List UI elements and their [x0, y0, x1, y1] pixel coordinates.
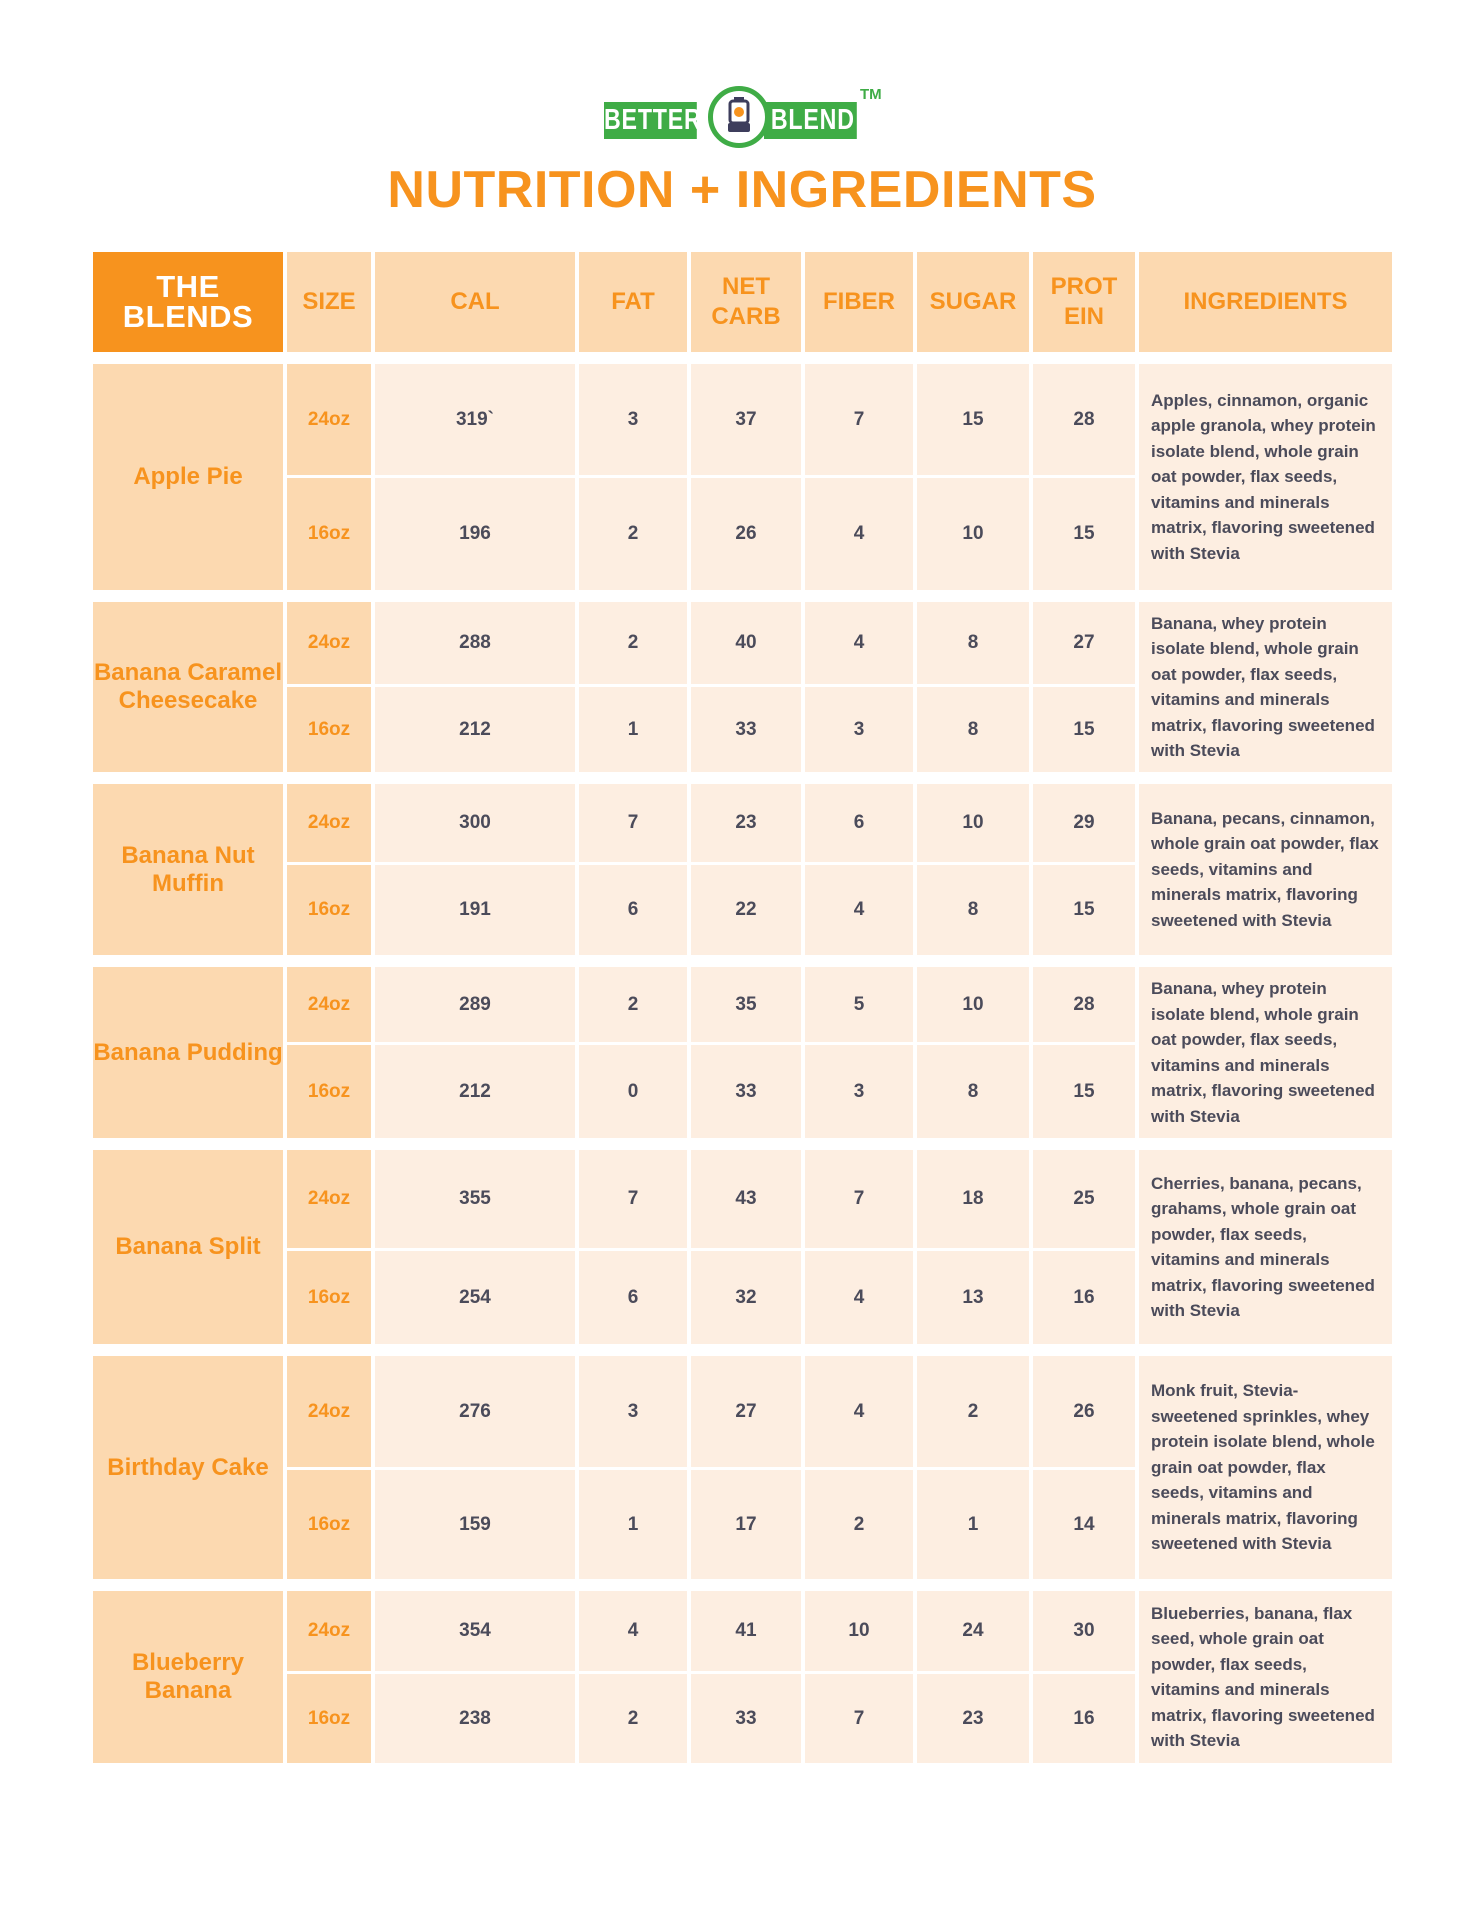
protein-cell: 26: [1033, 1356, 1135, 1470]
size-cell: 24oz: [287, 1150, 371, 1251]
fiber-cell: 4: [805, 602, 913, 687]
ingredients-cell: Apples, cinnamon, organic apple granola, whey protein isolate blend, whole grain oat powder, flax seeds, vitamins and minerals matrix, flavoring sweetened with Stevia: [1139, 364, 1392, 590]
blend-name: Banana Nut Muffin: [93, 784, 283, 955]
net-carb-cell: 33: [691, 1045, 801, 1138]
spacer-row: [93, 1344, 1392, 1356]
fiber-cell: 7: [805, 1150, 913, 1251]
spacer-row: [93, 590, 1392, 602]
ingredients-cell: Banana, whey protein isolate blend, whole grain oat powder, flax seeds, vitamins and minerals matrix, flavoring sweetened with Stevia: [1139, 602, 1392, 772]
spacer-row: [93, 1138, 1392, 1150]
sugar-cell: 13: [917, 1251, 1029, 1344]
fiber-cell: 4: [805, 478, 913, 590]
protein-cell: 15: [1033, 687, 1135, 772]
cal-cell: 191: [375, 865, 575, 955]
sugar-cell: 8: [917, 865, 1029, 955]
size-cell: 24oz: [287, 1356, 371, 1470]
table-row-banana-caramel-cheesecake-24oz: [93, 602, 1392, 687]
header-protein: [1033, 252, 1135, 352]
size-cell: 16oz: [287, 1045, 371, 1138]
cal-cell: 212: [375, 1045, 575, 1138]
fiber-cell: 7: [805, 1674, 913, 1763]
sugar-cell: 1: [917, 1470, 1029, 1579]
fat-cell: 2: [579, 602, 687, 687]
cal-cell: 288: [375, 602, 575, 687]
table-row-apple-pie-24oz: [93, 364, 1392, 478]
net-carb-cell: 37: [691, 364, 801, 478]
sugar-cell: 15: [917, 364, 1029, 478]
size-cell: 24oz: [287, 602, 371, 687]
cal-cell: 319`: [375, 364, 575, 478]
sugar-cell: 2: [917, 1356, 1029, 1470]
cal-cell: 300: [375, 784, 575, 865]
protein-cell: 14: [1033, 1470, 1135, 1579]
header-net-carb: [691, 252, 801, 352]
header-row: [93, 252, 1392, 352]
ingredients-cell: Banana, whey protein isolate blend, whole grain oat powder, flax seeds, vitamins and minerals matrix, flavoring sweetened with Stevia: [1139, 967, 1392, 1138]
sugar-cell: 8: [917, 687, 1029, 772]
fat-cell: 1: [579, 1470, 687, 1579]
fat-cell: 6: [579, 865, 687, 955]
sugar-cell: 8: [917, 602, 1029, 687]
cal-cell: 238: [375, 1674, 575, 1763]
blend-name: Banana Pudding: [93, 967, 283, 1138]
better-blend-logo: [604, 86, 882, 150]
sugar-cell: 10: [917, 967, 1029, 1045]
protein-cell: 15: [1033, 478, 1135, 590]
size-cell: 16oz: [287, 478, 371, 590]
protein-cell: 16: [1033, 1674, 1135, 1763]
net-carb-cell: 33: [691, 1674, 801, 1763]
logo-word-better: BETTER: [604, 102, 697, 139]
net-carb-cell: 41: [691, 1591, 801, 1674]
spacer-row: [93, 955, 1392, 967]
size-cell: 24oz: [287, 1591, 371, 1674]
ingredients-cell: Monk fruit, Stevia-sweetened sprinkles, whey protein isolate blend, whole grain oat powder, flax seeds, vitamins and minerals matrix, flavoring sweetened with Stevia: [1139, 1356, 1392, 1579]
spacer-cell: [93, 772, 1392, 784]
blender-icon: [708, 86, 770, 148]
net-carb-cell: 33: [691, 687, 801, 772]
header-net-carb-line1: NET: [722, 273, 770, 300]
net-carb-cell: 26: [691, 478, 801, 590]
header-fat: FAT: [579, 252, 687, 352]
spacer-cell: [93, 352, 1392, 364]
fat-cell: 7: [579, 1150, 687, 1251]
fiber-cell: 3: [805, 1045, 913, 1138]
nutrition-table: [89, 252, 1396, 1763]
net-carb-cell: 23: [691, 784, 801, 865]
size-cell: 16oz: [287, 865, 371, 955]
cal-cell: 289: [375, 967, 575, 1045]
fiber-cell: 2: [805, 1470, 913, 1579]
fiber-cell: 5: [805, 967, 913, 1045]
table-row-blueberry-banana-24oz: [93, 1591, 1392, 1674]
size-cell: 16oz: [287, 1251, 371, 1344]
fiber-cell: 10: [805, 1591, 913, 1674]
spacer-cell: [93, 955, 1392, 967]
protein-cell: 30: [1033, 1591, 1135, 1674]
sugar-cell: 18: [917, 1150, 1029, 1251]
protein-cell: 15: [1033, 1045, 1135, 1138]
fat-cell: 1: [579, 687, 687, 772]
fat-cell: 3: [579, 1356, 687, 1470]
header-cal: CAL: [375, 252, 575, 352]
protein-cell: 15: [1033, 865, 1135, 955]
net-carb-cell: 40: [691, 602, 801, 687]
table-row-banana-split-24oz: [93, 1150, 1392, 1251]
fat-cell: 7: [579, 784, 687, 865]
size-cell: 24oz: [287, 364, 371, 478]
sugar-cell: 24: [917, 1591, 1029, 1674]
page-title: NUTRITION + INGREDIENTS: [387, 161, 1097, 219]
fat-cell: 2: [579, 478, 687, 590]
net-carb-cell: 17: [691, 1470, 801, 1579]
logo-word-blend: BLEND: [764, 102, 857, 139]
fiber-cell: 4: [805, 1356, 913, 1470]
fiber-cell: 4: [805, 1251, 913, 1344]
size-cell: 16oz: [287, 687, 371, 772]
ingredients-cell: Blueberries, banana, flax seed, whole grain oat powder, flax seeds, vitamins and minerals matrix, flavoring sweetened with Stevia: [1139, 1591, 1392, 1763]
cal-cell: 354: [375, 1591, 575, 1674]
fiber-cell: 4: [805, 865, 913, 955]
sugar-cell: 8: [917, 1045, 1029, 1138]
sugar-cell: 23: [917, 1674, 1029, 1763]
blend-name: Apple Pie: [93, 364, 283, 590]
fat-cell: 2: [579, 1674, 687, 1763]
blend-name: Banana Caramel Cheesecake: [93, 602, 283, 772]
header-ingredients: INGREDIENTS: [1139, 252, 1392, 352]
protein-cell: 28: [1033, 967, 1135, 1045]
blends-body: [93, 352, 1392, 1763]
blend-name: Blueberry Banana: [93, 1591, 283, 1763]
trademark-symbol: TM: [860, 86, 882, 103]
net-carb-cell: 22: [691, 865, 801, 955]
ingredients-cell: Cherries, banana, pecans, grahams, whole grain oat powder, flax seeds, vitamins and minerals matrix, flavoring sweetened with Stevia: [1139, 1150, 1392, 1344]
header-size: SIZE: [287, 252, 371, 352]
table-row-banana-nut-muffin-24oz: [93, 784, 1392, 865]
size-cell: 16oz: [287, 1674, 371, 1763]
cal-cell: 254: [375, 1251, 575, 1344]
spacer-row: [93, 772, 1392, 784]
header-fiber: FIBER: [805, 252, 913, 352]
fat-cell: 4: [579, 1591, 687, 1674]
header-net-carb-line2: CARB: [711, 303, 781, 330]
blend-name: Banana Split: [93, 1150, 283, 1344]
header-blends: THE BLENDS: [93, 252, 283, 352]
fat-cell: 3: [579, 364, 687, 478]
sugar-cell: 10: [917, 478, 1029, 590]
spacer-row: [93, 1579, 1392, 1591]
fiber-cell: 3: [805, 687, 913, 772]
spacer-cell: [93, 1344, 1392, 1356]
net-carb-cell: 35: [691, 967, 801, 1045]
net-carb-cell: 43: [691, 1150, 801, 1251]
protein-cell: 16: [1033, 1251, 1135, 1344]
cal-cell: 212: [375, 687, 575, 772]
header-sugar: SUGAR: [917, 252, 1029, 352]
net-carb-cell: 32: [691, 1251, 801, 1344]
fat-cell: 0: [579, 1045, 687, 1138]
cal-cell: 196: [375, 478, 575, 590]
cal-cell: 276: [375, 1356, 575, 1470]
protein-cell: 29: [1033, 784, 1135, 865]
header-protein-line2: EIN: [1063, 303, 1104, 330]
fat-cell: 2: [579, 967, 687, 1045]
spacer-cell: [93, 1579, 1392, 1591]
blend-name: Birthday Cake: [93, 1356, 283, 1579]
spacer-cell: [93, 1138, 1392, 1150]
protein-cell: 25: [1033, 1150, 1135, 1251]
fat-cell: 6: [579, 1251, 687, 1344]
size-cell: 16oz: [287, 1470, 371, 1579]
ingredients-cell: Banana, pecans, cinnamon, whole grain oat powder, flax seeds, vitamins and minerals matrix, flavoring sweetened with Stevia: [1139, 784, 1392, 955]
protein-cell: 27: [1033, 602, 1135, 687]
sugar-cell: 10: [917, 784, 1029, 865]
table-row-banana-pudding-24oz: [93, 967, 1392, 1045]
spacer-row: [93, 352, 1392, 364]
net-carb-cell: 27: [691, 1356, 801, 1470]
cal-cell: 355: [375, 1150, 575, 1251]
table-row-birthday-cake-24oz: [93, 1356, 1392, 1470]
header-protein-line1: PROT: [1050, 273, 1118, 300]
fiber-cell: 6: [805, 784, 913, 865]
fiber-cell: 7: [805, 364, 913, 478]
size-cell: 24oz: [287, 967, 371, 1045]
cal-cell: 159: [375, 1470, 575, 1579]
size-cell: 24oz: [287, 784, 371, 865]
spacer-cell: [93, 590, 1392, 602]
protein-cell: 28: [1033, 364, 1135, 478]
